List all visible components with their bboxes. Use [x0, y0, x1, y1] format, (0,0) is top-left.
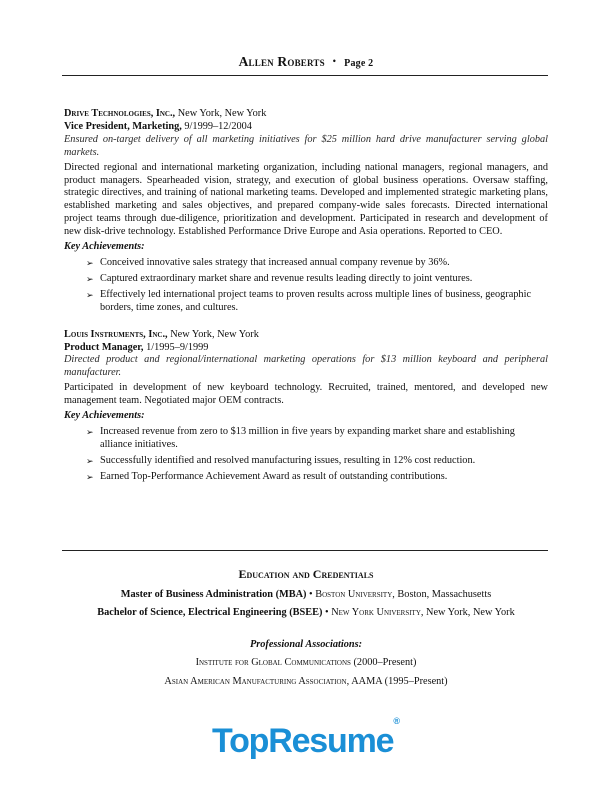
achievement-item	[86, 289, 548, 315]
achievement-item	[86, 273, 548, 286]
association-item	[0, 676, 612, 687]
association-name: Asian American Manufacturing Association,	[164, 676, 350, 687]
achievement-item	[86, 455, 548, 468]
achievement-text: Successfully identified and resolved manufacturing issues, resulting in 12% cost reduction.	[100, 454, 476, 466]
achievement-item	[86, 257, 548, 270]
header-separator: •	[332, 56, 337, 66]
education-heading: Education and Credentials	[238, 567, 374, 581]
degree-line: Bachelor of Science, Electrical Engineering (BSEE) • New York University, New York, New York	[97, 607, 515, 618]
achievement-text: Earned Top-Performance Achievement Award as result of outstanding contributions.	[100, 470, 448, 482]
section-rule	[62, 550, 548, 551]
achievement-text: Increased revenue from zero to $13 million in five years by expanding market share and establishing alliance initiatives.	[100, 425, 515, 450]
arrow-bullet-icon: ➢	[86, 257, 94, 268]
topresume-logo	[0, 715, 612, 761]
arrow-bullet-icon: ➢	[86, 273, 94, 284]
associations-heading: Professional Associations:	[249, 639, 363, 650]
achievements-list	[64, 257, 548, 315]
job-location: New York, New York	[170, 328, 259, 340]
degree-school: New York University,	[331, 607, 424, 618]
achievement-text: Conceived innovative sales strategy that increased annual company revenue by 36%.	[100, 256, 450, 268]
job-company: Drive Technologies, Inc.,	[64, 108, 176, 119]
achievement-text: Effectively led international project teams to proven results across multiple lines of business, geographic borders, time zones, and cultures.	[100, 288, 532, 313]
arrow-bullet-icon: ➢	[86, 426, 94, 437]
page-header	[0, 54, 612, 70]
job-entry	[64, 108, 548, 315]
candidate-name: Allen Roberts	[238, 54, 325, 69]
achievement-item	[86, 471, 548, 484]
arrow-bullet-icon: ➢	[86, 289, 94, 300]
experience-section	[64, 108, 548, 487]
job-summary: Ensured on-target delivery of all marketing initiatives for $25 million hard drive manufacturer serving global markets.	[64, 133, 548, 158]
degree-location: New York, New York	[426, 607, 515, 618]
achievement-item	[86, 426, 548, 452]
job-dates: 9/1999–12/2004	[184, 120, 252, 132]
degree-name: Master of Business Administration (MBA)	[120, 589, 307, 600]
job-title: Product Manager,	[64, 341, 144, 353]
job-title-line	[64, 121, 548, 134]
achievements-heading: Key Achievements:	[64, 241, 145, 253]
header-rule	[62, 75, 548, 76]
job-company: Louis Instruments, Inc.,	[64, 328, 168, 340]
degree-location: Boston, Massachusetts	[397, 589, 492, 600]
association-dates: AAMA (1995–Present)	[351, 676, 448, 687]
arrow-bullet-icon: ➢	[86, 455, 94, 466]
job-location: New York, New York	[177, 108, 267, 119]
degree-school: Boston University,	[315, 589, 395, 600]
association-name: Institute for Global Communications	[195, 657, 351, 668]
job-description: Participated in development of new keyboard technology. Recruited, trained, mentored, and developed new management team. Negotiated major OEM contracts.	[64, 382, 548, 407]
job-description: Directed regional and international marketing organization, including national managers, regional managers, and product managers. Spearheaded vision, strategy, and execution of global business operations. Oversaw staffing, strategic directives, and training of national marketing teams. Developed and implemented strategic marketing plans, established marketing and sales objectives, and prepared company-wide sales forecasts. Directed international project teams through due-diligence, prioritization and development. Participated in research and development of new disk-drive technology. Established Performance Drive Europe and Asia operations. Reported to CEO.	[64, 161, 548, 238]
association-dates: (2000–Present)	[353, 657, 417, 668]
job-entry	[64, 329, 548, 484]
achievement-text: Captured extraordinary market share and revenue results leading directly to joint ventures.	[100, 272, 473, 284]
degree-line: Master of Business Administration (MBA) • Boston University, Boston, Massachusetts	[120, 589, 492, 600]
job-title: Vice President, Marketing,	[64, 120, 182, 132]
job-title-line	[64, 342, 548, 355]
achievements-heading: Key Achievements:	[64, 410, 145, 422]
achievements-list	[64, 426, 548, 484]
job-company-line	[64, 108, 548, 121]
job-company-line	[64, 329, 548, 342]
registered-mark-icon: ®	[393, 715, 400, 726]
association-item	[0, 657, 612, 668]
job-summary: Directed product and regional/international marketing operations for $13 million keyboard and peripheral manufacturer.	[64, 354, 548, 379]
degree-name: Bachelor of Science, Electrical Engineering (BSEE)	[97, 607, 323, 618]
arrow-bullet-icon: ➢	[86, 471, 94, 482]
job-dates: 1/1995–9/1999	[146, 341, 209, 353]
page-number: Page 2	[344, 58, 374, 69]
logo-text: TopResume	[212, 722, 394, 760]
